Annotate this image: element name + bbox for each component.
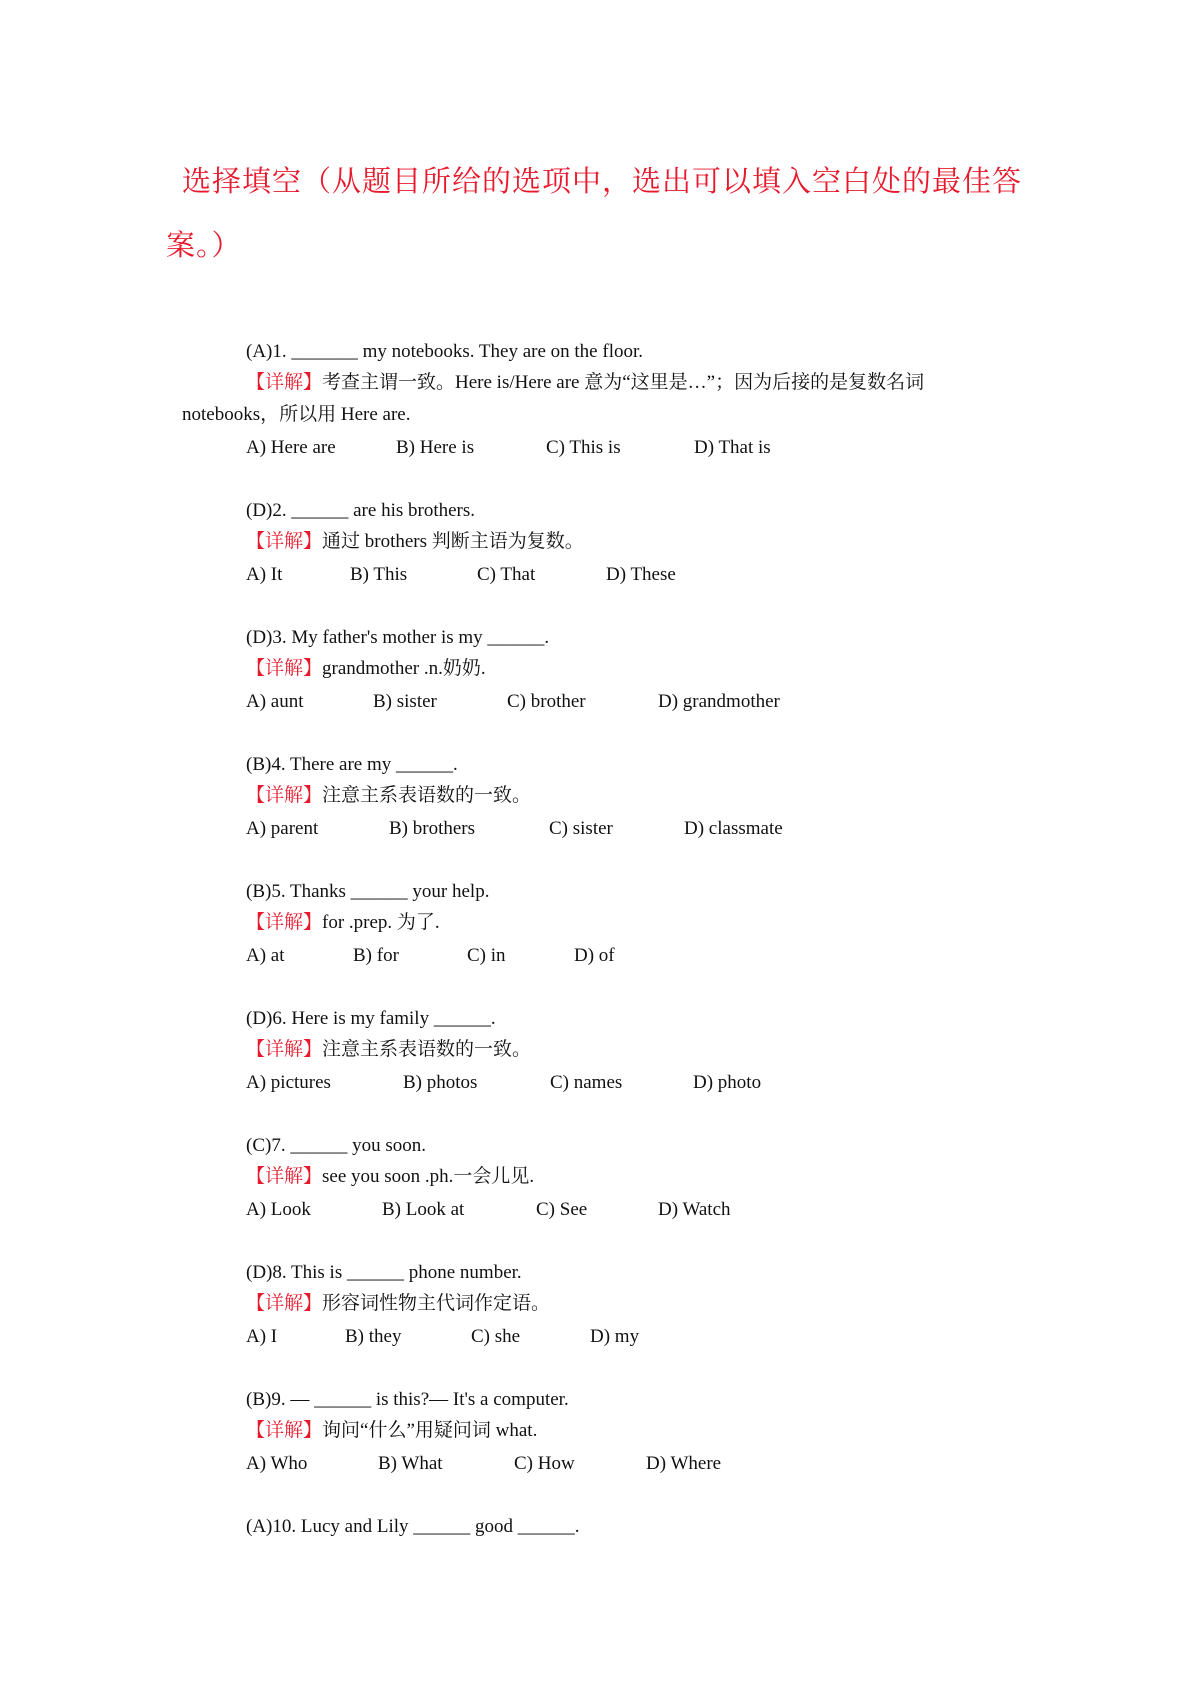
option-a: A) Who [246, 1453, 308, 1474]
option-d: D) classmate [684, 818, 783, 839]
option-d: D) Watch [658, 1199, 731, 1220]
question-item [182, 880, 1042, 1007]
explanation-line [246, 530, 584, 554]
explanation-tag: 【详解】 [246, 1039, 323, 1060]
option-b: B) Here is [396, 437, 475, 458]
option-a: A) pictures [246, 1072, 331, 1093]
question-stem: (D)2. ______ are his brothers. [246, 500, 476, 521]
option-b: B) Look at [382, 1199, 465, 1220]
heading-line-1: 选择填空（从题目所给的选项中，选出可以填入空白处的最佳答 [182, 166, 1023, 198]
option-d: D) photo [693, 1072, 762, 1093]
option-c: C) names [550, 1072, 623, 1093]
question-stem: (B)5. Thanks ______ your help. [246, 881, 490, 902]
question-item [182, 626, 1042, 753]
question-item [182, 1134, 1042, 1261]
option-b: B) This [350, 564, 408, 585]
explanation-text: 询问“什么”用疑问词 what. [322, 1420, 538, 1441]
explanation-line [246, 1419, 537, 1443]
options-row [246, 1198, 731, 1222]
explanation-tag: 【详解】 [246, 785, 323, 806]
section-heading [166, 150, 1042, 278]
question-stem: (A)1. _______ my notebooks. They are on the floor. [246, 341, 643, 362]
options-row [246, 1452, 721, 1476]
explanation-line [246, 1292, 550, 1316]
heading-line-2: 案。） [166, 230, 242, 262]
option-b: B) photos [403, 1072, 478, 1093]
option-a: A) I [246, 1326, 278, 1347]
explanation-line [246, 371, 924, 395]
options-row [246, 690, 780, 714]
question-item [182, 1261, 1042, 1388]
question-stem: (B)4. There are my ______. [246, 754, 458, 775]
question-item [182, 340, 1042, 499]
question-stem: (A)10. Lucy and Lily ______ good ______. [246, 1516, 580, 1537]
question-list [182, 340, 1042, 1642]
options-row [246, 817, 783, 841]
option-a: A) It [246, 564, 283, 585]
explanation-text: grandmother .n.奶奶. [322, 658, 486, 679]
option-a: A) aunt [246, 691, 304, 712]
option-d: D) These [606, 564, 676, 585]
options-row [246, 1325, 639, 1349]
explanation-text: 注意主系表语数的一致。 [322, 1039, 532, 1060]
explanation-line [246, 657, 486, 681]
option-c: C) in [467, 945, 506, 966]
question-stem: (C)7. ______ you soon. [246, 1135, 426, 1156]
option-d: D) of [574, 945, 615, 966]
option-c: C) sister [549, 818, 613, 839]
explanation-line [246, 784, 531, 808]
explanation-tag: 【详解】 [246, 1420, 323, 1441]
question-stem: (D)3. My father's mother is my ______. [246, 627, 550, 648]
option-c: C) she [471, 1326, 521, 1347]
option-b: B) brothers [389, 818, 476, 839]
option-a: A) Here are [246, 437, 336, 458]
option-d: D) grandmother [658, 691, 780, 712]
explanation-tag: 【详解】 [246, 531, 323, 552]
question-item [182, 499, 1042, 626]
options-row [246, 944, 615, 968]
explanation-text: 形容词性物主代词作定语。 [322, 1293, 551, 1314]
explanation-text: see you soon .ph.一会儿见. [322, 1166, 535, 1187]
explanation-continuation: notebooks，所以用 Here are. [182, 404, 411, 425]
explanation-line [246, 1165, 534, 1189]
option-d: D) Where [646, 1453, 722, 1474]
option-a: A) Look [246, 1199, 311, 1220]
question-item [182, 1007, 1042, 1134]
explanation-tag: 【详解】 [246, 1166, 323, 1187]
options-row [246, 1071, 761, 1095]
option-d: D) my [590, 1326, 640, 1347]
explanation-tag: 【详解】 [246, 658, 323, 679]
explanation-tag: 【详解】 [246, 1293, 323, 1314]
question-item [182, 1515, 1042, 1642]
options-row [246, 563, 676, 587]
question-stem: (D)6. Here is my family ______. [246, 1008, 496, 1029]
option-c: C) See [536, 1199, 588, 1220]
option-b: B) sister [373, 691, 437, 712]
question-item [182, 753, 1042, 880]
option-c: C) This is [546, 437, 621, 458]
explanation-tag: 【详解】 [246, 912, 323, 933]
option-c: C) brother [507, 691, 586, 712]
explanation-line [246, 1038, 531, 1062]
option-b: B) they [345, 1326, 402, 1347]
option-c: C) How [514, 1453, 575, 1474]
option-a: A) parent [246, 818, 319, 839]
option-c: C) That [477, 564, 536, 585]
question-stem: (D)8. This is ______ phone number. [246, 1262, 522, 1283]
explanation-line [246, 911, 440, 935]
option-a: A) at [246, 945, 285, 966]
option-d: D) That is [694, 437, 771, 458]
question-item [182, 1388, 1042, 1515]
options-row [246, 436, 771, 460]
option-b: B) What [378, 1453, 443, 1474]
explanation-tag: 【详解】 [246, 372, 323, 393]
question-stem: (B)9. — ______ is this?— It's a computer. [246, 1389, 569, 1410]
explanation-text: 注意主系表语数的一致。 [322, 785, 532, 806]
explanation-text: 考查主谓一致。Here is/Here are 意为“这里是…”；因为后接的是复数名词 [322, 372, 925, 393]
explanation-text: 通过 brothers 判断主语为复数。 [322, 531, 584, 552]
explanation-text: for .prep. 为了. [322, 912, 440, 933]
option-b: B) for [353, 945, 399, 966]
